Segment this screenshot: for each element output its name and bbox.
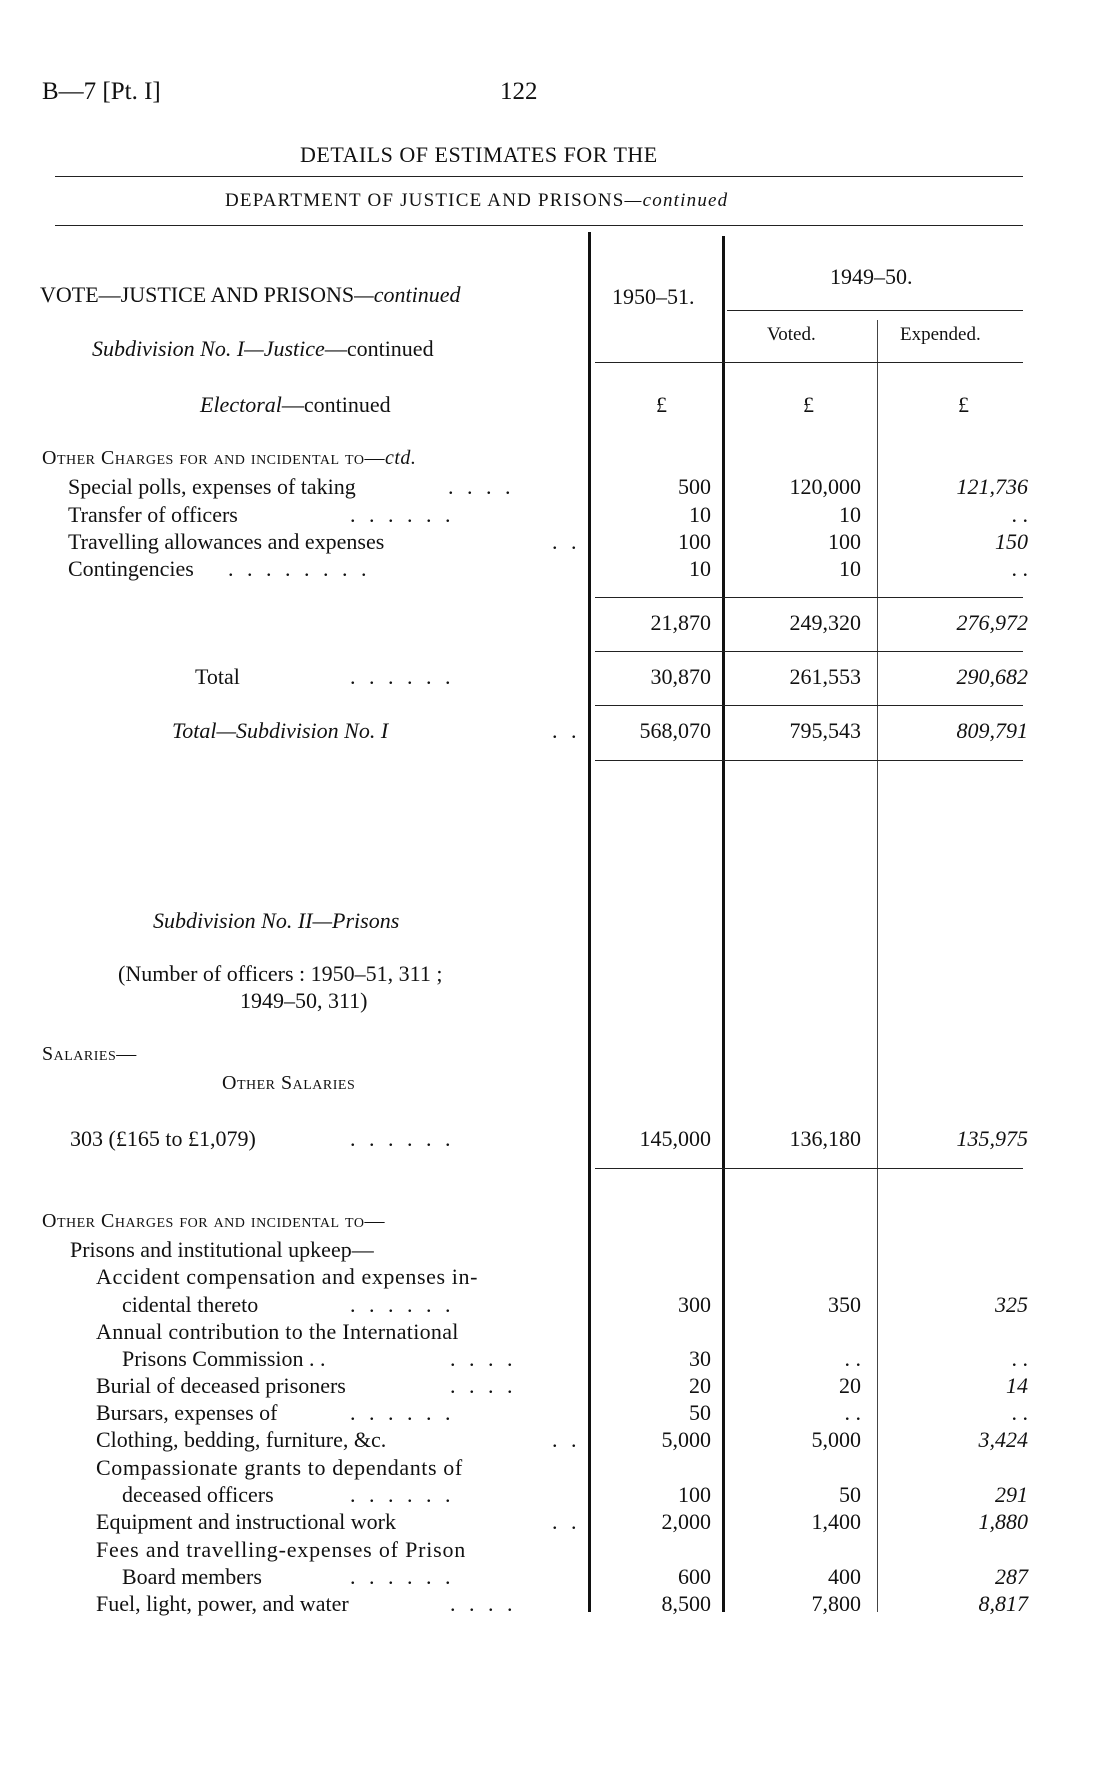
total-subdiv-dots: . . [552,718,581,743]
row-label-line-2: Prisons Commission . . [122,1346,326,1371]
row-label: 303 (£165 to £1,079) [70,1126,256,1151]
vote-main: VOTE—JUSTICE AND PRISONS [40,282,355,307]
electoral-heading [200,392,391,418]
col-rule-mid [722,236,725,1612]
row-label-line-2: deceased officers [122,1482,274,1507]
row-label: Burial of deceased prisoners [96,1373,346,1398]
row-dots: . . [552,1509,581,1534]
row-dots: . . . . . . [350,502,455,527]
officers-line-1: (Number of officers : 1950–51, 311 ; [118,961,443,986]
sec1-heading [42,447,416,470]
currency-1950: £ [656,392,667,417]
row-dots: . . . . [450,1346,517,1371]
value-1950-51: 100 [678,1482,711,1507]
header-voted: Voted. [767,324,816,345]
value-voted: . . [844,1400,861,1425]
value-1950-51: 10 [689,556,711,581]
subdiv-ii-heading: Subdivision No. II—Prisons [153,908,400,933]
rule-top [55,176,1023,177]
rule-total-subdiv-bottom [595,760,1023,761]
page-title: DETAILS OF ESTIMATES FOR THE [300,142,658,167]
value-expended: 325 [995,1292,1028,1317]
row-label: Contingencies [68,556,194,581]
value-expended: 291 [995,1482,1028,1507]
value-expended: 8,817 [978,1591,1028,1616]
rule-header-bottom [595,362,1023,363]
rule-salary [595,1168,1023,1169]
value-voted: 100 [828,529,861,554]
total-subdiv-voted: 795,543 [789,718,861,743]
row-label: Bursars, expenses of [96,1400,278,1425]
page-subtitle [225,190,728,212]
row-label: Equipment and instructional work [96,1509,396,1534]
electoral-main: Electoral [200,392,282,417]
electoral-cont: —continued [281,392,391,417]
row-dots: . . . . . . [350,1482,455,1507]
value-1950-51: 50 [689,1400,711,1425]
header-1950-51: 1950–51. [612,284,695,309]
value-expended: . . [1011,1346,1028,1371]
row-dots: . . . . . . . . [228,556,371,581]
value-1950-51: 5,000 [661,1427,711,1452]
page-number: 122 [500,78,538,105]
row-label: Fuel, light, power, and water [96,1591,349,1616]
currency-voted: £ [803,392,814,417]
value-voted: 10 [839,502,861,527]
other-salaries-heading: Other Salaries [222,1072,356,1094]
subdiv-i-main: Subdivision No. I—Justice [92,336,325,361]
row-dots: . . [552,529,581,554]
value-1950-51: 100 [678,529,711,554]
value-voted: 5,000 [811,1427,861,1452]
row-label: Transfer of officers [68,502,238,527]
total-subdiv-label: Total—Subdivision No. I [172,718,389,743]
row-label-line-2: Board members [122,1564,262,1589]
total-expended: 290,682 [956,664,1028,689]
value-expended: 135,975 [956,1126,1028,1151]
header-expended: Expended. [900,324,981,345]
subtitle-main: DEPARTMENT OF JUSTICE AND PRISONS [225,190,625,211]
subtotal-voted: 249,320 [789,610,861,635]
value-1950-51: 500 [678,474,711,499]
header-1949-50: 1949–50. [830,264,913,289]
row-dots: . . . . [450,1373,517,1398]
total-label: Total [195,664,240,689]
value-expended: 14 [1006,1373,1028,1398]
total-subdiv-1950-51: 568,070 [639,718,711,743]
value-expended: 121,736 [956,474,1028,499]
value-voted: 350 [828,1292,861,1317]
subtitle-cont: —continued [624,190,729,211]
subdiv-i-cont: —continued [324,336,434,361]
total-voted: 261,553 [789,664,861,689]
value-expended: 3,424 [978,1427,1028,1452]
value-expended: 287 [995,1564,1028,1589]
currency-expended: £ [958,392,969,417]
row-dots: . . . . [450,1591,517,1616]
rule-total [595,651,1023,652]
value-1950-51: 145,000 [639,1126,711,1151]
row-dots: . . . . . . [350,1126,455,1151]
row-dots: . . . . . . [350,1400,455,1425]
row-label-line-1: Annual contribution to the International [96,1319,459,1344]
value-voted: 1,400 [811,1509,861,1534]
value-1950-51: 2,000 [661,1509,711,1534]
sec1-heading-main: Other Charges for and incidental to— [42,447,385,469]
row-label-line-1: Fees and travelling-expenses of Prison [96,1537,467,1562]
value-expended: . . [1011,502,1028,527]
value-voted: 20 [839,1373,861,1398]
total-subdiv-expended: 809,791 [956,718,1028,743]
rule-header [55,225,1023,226]
value-voted: 400 [828,1564,861,1589]
salaries-heading: Salaries— [42,1043,137,1065]
value-voted: 50 [839,1482,861,1507]
row-dots: . . . . . . [350,1292,455,1317]
subtotal-1950-51: 21,870 [650,610,711,635]
row-label: Special polls, expenses of taking [68,474,356,499]
page-ref: B—7 [Pt. I] [42,78,161,105]
value-voted: 7,800 [811,1591,861,1616]
row-label: Clothing, bedding, furniture, &c. [96,1427,387,1452]
sec1-heading-cont: ctd. [384,447,417,469]
total-1950-51: 30,870 [650,664,711,689]
value-expended: . . [1011,556,1028,581]
value-voted: 10 [839,556,861,581]
value-voted: 136,180 [789,1126,861,1151]
value-expended: 150 [995,529,1028,554]
value-1950-51: 300 [678,1292,711,1317]
header-vote [40,282,460,308]
row-label-line-1: Accident compensation and expenses in- [96,1264,479,1289]
subtotal-expended: 276,972 [956,610,1028,635]
row-label: Travelling allowances and expenses [68,529,385,554]
sec3-heading: Other Charges for and incidental to— [42,1210,385,1232]
col-rule-left [588,232,591,1612]
rule-subtotal [595,597,1023,598]
value-1950-51: 8,500 [661,1591,711,1616]
rule-1949-50 [727,310,1023,311]
value-expended: 1,880 [978,1509,1028,1534]
total-dots: . . . . . . [350,664,455,689]
col-rule-right [877,320,878,1612]
value-voted: 120,000 [789,474,861,499]
row-label-line-1: Compassionate grants to dependants of [96,1455,463,1480]
vote-cont: —continued [354,282,461,307]
rule-total-subdiv [595,705,1023,706]
value-1950-51: 30 [689,1346,711,1371]
value-expended: . . [1011,1400,1028,1425]
row-label-line-2: cidental thereto [122,1292,259,1317]
value-1950-51: 600 [678,1564,711,1589]
value-1950-51: 20 [689,1373,711,1398]
officers-line-2: 1949–50, 311) [240,988,368,1013]
sec3-subheading: Prisons and institutional upkeep— [70,1237,374,1262]
row-dots: . . [552,1427,581,1452]
row-dots: . . . . [448,474,515,499]
row-dots: . . . . . . [350,1564,455,1589]
value-voted: . . [844,1346,861,1371]
subdiv-i-heading [92,336,434,362]
value-1950-51: 10 [689,502,711,527]
